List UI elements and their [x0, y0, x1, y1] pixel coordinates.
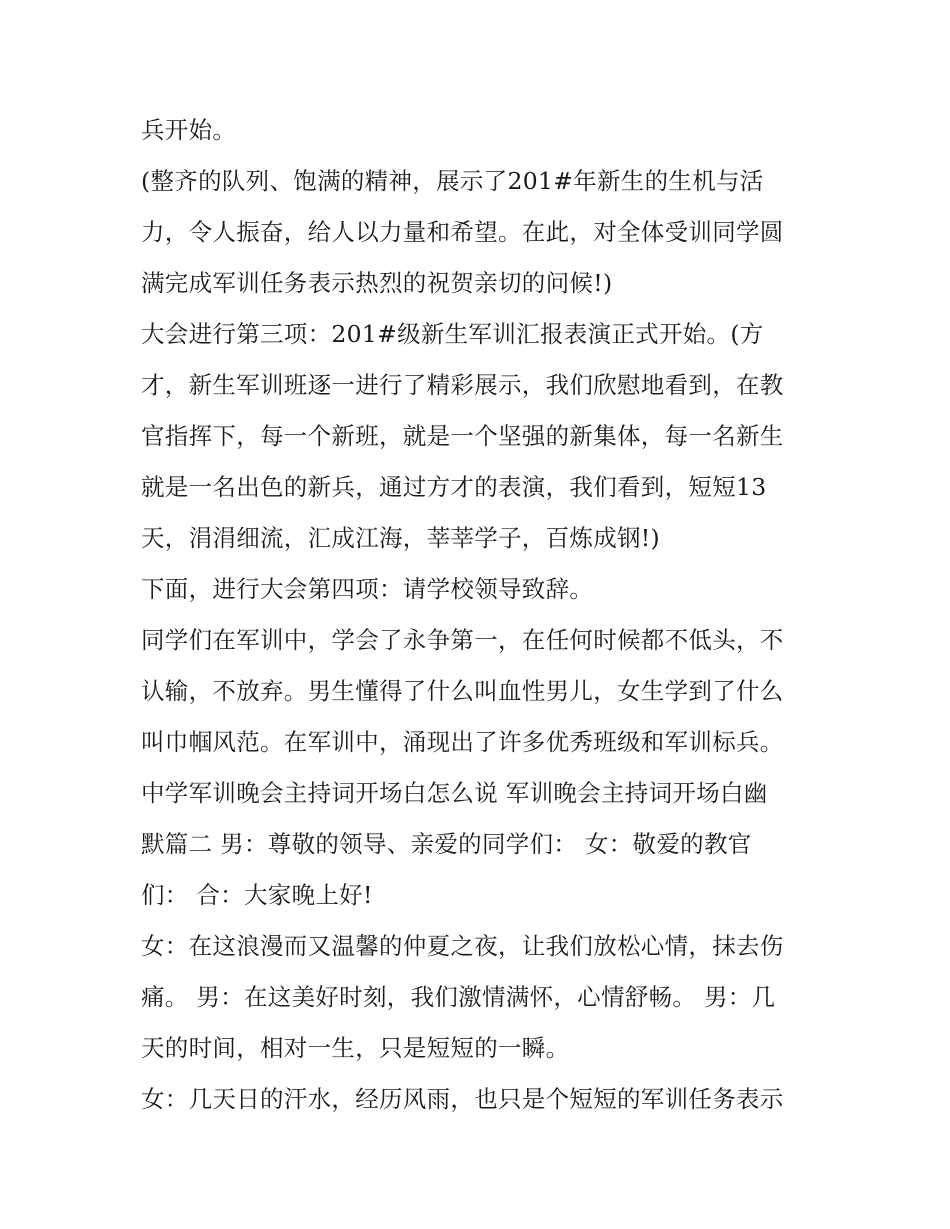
text-line: 兵开始。 — [141, 116, 237, 144]
text-line: 下面，进行大会第四项：请学校领导致辞。 — [141, 575, 594, 603]
text-line: 才，新生军训班逐一进行了精彩展示，我们欣慰地看到，在教 — [141, 371, 784, 399]
text-line: 天，涓涓细流，汇成江海，莘莘学子，百炼成钢!) — [141, 524, 661, 552]
text-line: 中学军训晚会主持词开场白怎么说 军训晚会主持词开场白幽 — [141, 779, 768, 807]
text-line: 女：几天日的汗水，经历风雨，也只是个短短的军训任务表示 — [141, 1085, 784, 1113]
text-line: 力，令人振奋，给人以力量和希望。在此，对全体受训同学圆 — [141, 218, 784, 246]
text-line: 们： 合：大家晚上好! — [141, 881, 373, 909]
text-line: 大会进行第三项：201#级新生军训汇报表演正式开始。(方 — [141, 320, 764, 348]
text-line: 同学们在军训中，学会了永争第一，在任何时候都不低头，不 — [141, 626, 784, 654]
text-line: 女：在这浪漫而又温馨的仲夏之夜，让我们放松心情，抹去伤 — [141, 932, 784, 960]
text-line: (整齐的队列、饱满的精神，展示了201#年新生的生机与活 — [141, 167, 764, 195]
text-line: 满完成军训任务表示热烈的祝贺亲切的问候!) — [141, 269, 613, 297]
text-line: 默篇二 男：尊敬的领导、亲爱的同学们： 女：敬爱的教官 — [141, 830, 752, 858]
text-line: 天的时间，相对一生，只是短短的一瞬。 — [141, 1034, 570, 1062]
text-line: 官指挥下，每一个新班，就是一个坚强的新集体，每一名新生 — [141, 422, 784, 450]
text-line: 痛。 男：在这美好时刻，我们激情满怀，心情舒畅。 男：几 — [141, 983, 776, 1011]
text-line: 就是一名出色的新兵，通过方才的表演，我们看到，短短13 — [141, 473, 767, 501]
text-line: 认输，不放弃。男生懂得了什么叫血性男儿，女生学到了什么 — [141, 677, 784, 705]
text-line: 叫巾帼风范。在军训中，涌现出了许多优秀班级和军训标兵。 — [141, 728, 784, 756]
